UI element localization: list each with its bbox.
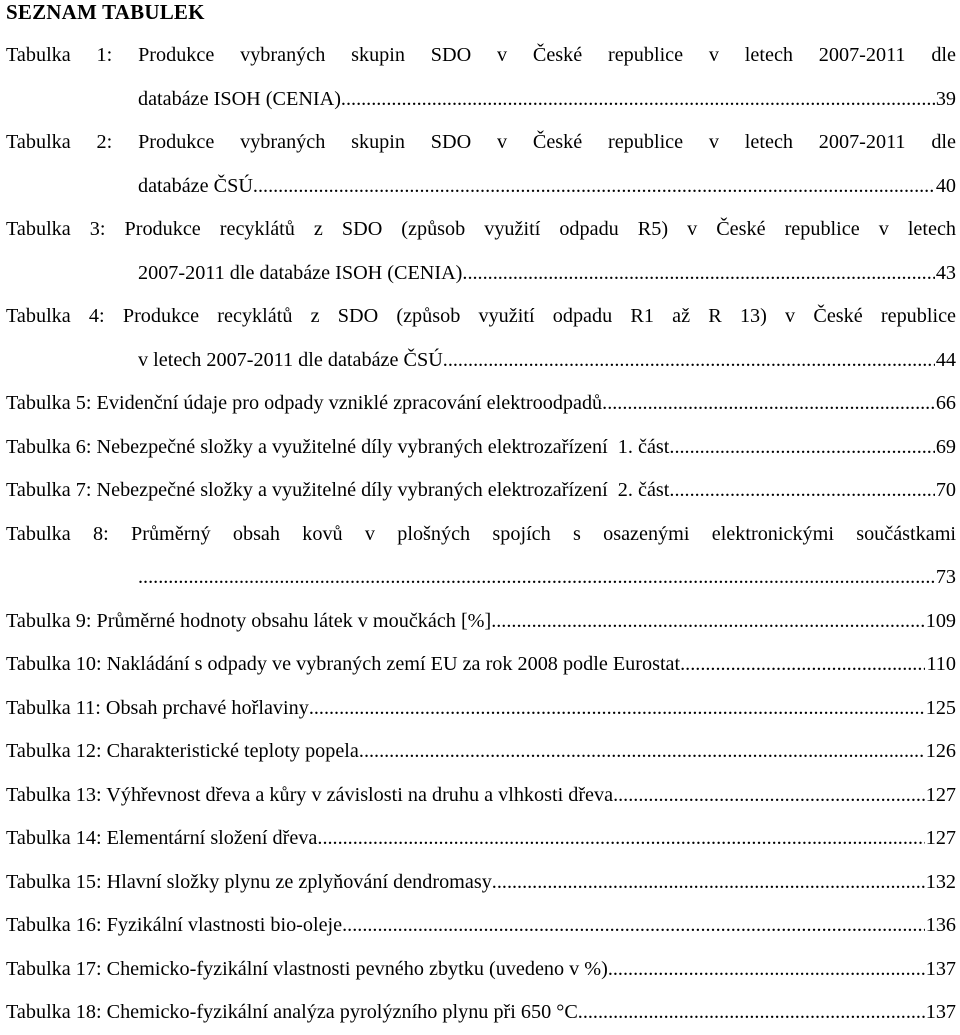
toc-entry-page-number: 70	[935, 479, 956, 501]
toc-entry-title-text: Charakteristické teploty popela	[106, 740, 359, 762]
dot-leader	[669, 469, 934, 513]
toc-entry-title	[6, 426, 669, 470]
toc-entry-page-number: 125	[925, 696, 956, 719]
toc-entry-label: Tabulka 12:	[6, 740, 102, 762]
toc-entry-page-number: 126	[925, 740, 956, 762]
toc-entry-label: Tabulka 16:	[6, 914, 102, 936]
dot-leader	[618, 774, 925, 818]
toc-entry-title-lead: Produkce recyklátů z SDO (způsob využití odpadu R1 až R 13) v České republice	[122, 305, 956, 327]
toc-entry-label: Tabulka 10:	[6, 653, 102, 675]
toc-entry-label: Tabulka 15:	[6, 870, 102, 893]
toc-entry-title-text: Nebezpečné složky a využitelné díly vybraných elektrozařízení 2. část	[96, 479, 670, 501]
toc-entry-continuation	[6, 556, 956, 600]
toc-entry-title	[6, 469, 669, 513]
toc-entry-label: Tabulka 5:	[6, 392, 92, 414]
document-page	[6, 0, 956, 1025]
dot-leader	[341, 78, 935, 122]
toc-entry-title-text: Nebezpečné složky a využitelné díly vybraných elektrozařízení 1. část	[96, 435, 670, 458]
dot-leader	[443, 339, 935, 383]
toc-entry-continuation	[6, 339, 956, 383]
toc-entry-label: Tabulka 4:	[6, 305, 105, 327]
toc-entry-page-number: 40	[935, 174, 956, 197]
toc-entry-line	[6, 730, 956, 774]
toc-entry-page-number: 109	[925, 609, 956, 632]
dot-leader	[342, 904, 925, 948]
toc-entry-page-number: 39	[935, 87, 956, 110]
toc-entry-line	[6, 426, 956, 470]
toc-entry-page-number: 136	[925, 914, 956, 936]
toc-entry-title-rest: databáze ČSÚ	[138, 174, 253, 197]
toc-entry-label: Tabulka 17:	[6, 957, 102, 980]
toc-entry-title-rest: v letech 2007-2011 dle databáze ČSÚ	[138, 348, 443, 371]
dot-leader	[462, 252, 934, 296]
toc-entry-lead-line	[6, 34, 956, 78]
list-of-tables-heading: SEZNAM TABULEK	[6, 0, 205, 24]
toc-entry[interactable]	[6, 469, 956, 513]
toc-entry-title-text: Obsah prchavé hořlaviny	[105, 696, 309, 719]
toc-entry-page-number: 132	[925, 870, 956, 893]
toc-entry-line	[6, 948, 956, 992]
dot-leader	[359, 730, 925, 774]
toc-entry[interactable]	[6, 817, 956, 861]
toc-entry[interactable]	[6, 121, 956, 208]
toc-entry-label: Tabulka 7:	[6, 479, 92, 501]
toc-entry-line	[6, 861, 956, 905]
toc-entry-title	[6, 382, 602, 426]
toc-entry-line	[6, 991, 956, 1035]
toc-entry-line	[6, 687, 956, 731]
toc-entry[interactable]	[6, 730, 956, 774]
toc-entry-line	[6, 643, 956, 687]
toc-entry-title	[6, 948, 608, 992]
toc-entry[interactable]	[6, 426, 956, 470]
toc-entry-lead-line	[6, 208, 956, 252]
toc-entry-page-number: 44	[935, 348, 956, 371]
toc-entry-label: Tabulka 6:	[6, 435, 92, 458]
dot-leader	[491, 600, 925, 644]
toc-entry-title-text: Fyzikální vlastnosti bio-oleje	[106, 914, 343, 936]
toc-entry-page-number: 127	[925, 783, 956, 806]
toc-entry-line	[6, 600, 956, 644]
toc-entry-line	[6, 774, 956, 818]
toc-entry-title	[6, 774, 618, 818]
toc-entry-title-text: Průměrné hodnoty obsahu látek v moučkách [%]	[96, 609, 492, 632]
dot-leader	[578, 991, 925, 1035]
toc-entry-page-number: 137	[925, 1001, 956, 1023]
dot-leader	[317, 817, 924, 861]
toc-entry-label: Tabulka 8:	[6, 522, 109, 545]
table-of-tables-list	[6, 34, 956, 1035]
toc-entry-title-rest: 2007-2011 dle databáze ISOH (CENIA)	[138, 261, 463, 284]
toc-entry-title-text: Hlavní složky plynu ze zplyňování dendromasy	[106, 870, 492, 893]
toc-entry[interactable]	[6, 948, 956, 992]
toc-entry-label: Tabulka 3:	[6, 218, 106, 240]
toc-entry-title-text: Nakládání s odpady ve vybraných zemí EU za rok 2008 podle Eurostat	[106, 653, 681, 675]
toc-entry-title-lead: Produkce vybraných skupin SDO v České republice v letech 2007-2011 dle	[138, 44, 956, 66]
toc-entry-label: Tabulka 18:	[6, 1001, 102, 1023]
toc-entry-title-lead: Průměrný obsah kovů v plošných spojích s osazenými elektronickými součástkami	[131, 522, 956, 545]
toc-entry-title	[6, 687, 309, 731]
toc-entry-page-number: 110	[926, 653, 956, 675]
dot-leader	[602, 382, 935, 426]
dot-leader	[680, 643, 925, 687]
toc-entry[interactable]	[6, 643, 956, 687]
toc-entry-title	[6, 600, 491, 644]
dot-leader	[492, 861, 925, 905]
dot-leader	[669, 426, 934, 470]
toc-entry-page-number: 127	[925, 827, 956, 849]
toc-entry-title	[6, 643, 680, 687]
dot-leader	[608, 948, 925, 992]
toc-entry-title-rest: databáze ISOH (CENIA)	[138, 87, 341, 110]
toc-entry[interactable]	[6, 600, 956, 644]
toc-entry[interactable]	[6, 861, 956, 905]
toc-entry-line	[6, 382, 956, 426]
toc-entry-line	[6, 904, 956, 948]
dot-leader	[309, 687, 925, 731]
toc-entry-page-number: 137	[925, 957, 956, 980]
toc-entry-label: Tabulka 14:	[6, 827, 102, 849]
toc-entry-title	[6, 904, 342, 948]
toc-entry-title	[6, 861, 492, 905]
dot-leader	[138, 556, 935, 600]
toc-entry-title	[6, 817, 317, 861]
toc-entry-title-lead: Produkce recyklátů z SDO (způsob využití odpadu R5) v České republice v letech	[124, 218, 956, 240]
toc-entry-label: Tabulka 11:	[6, 696, 101, 719]
toc-entry-label: Tabulka 13:	[6, 783, 102, 806]
toc-entry[interactable]	[6, 513, 956, 600]
toc-entry-continuation	[6, 252, 956, 296]
toc-entry-line	[6, 817, 956, 861]
toc-entry-title	[6, 730, 359, 774]
toc-entry-label: Tabulka 9:	[6, 609, 92, 632]
toc-entry-label: Tabulka 2:	[6, 131, 113, 153]
toc-entry[interactable]	[6, 382, 956, 426]
toc-entry-page-number: 43	[935, 261, 956, 284]
toc-entry-page-number: 66	[935, 392, 956, 414]
toc-entry[interactable]	[6, 295, 956, 382]
toc-entry-title-lead: Produkce vybraných skupin SDO v České republice v letech 2007-2011 dle	[138, 131, 956, 153]
toc-entry-line	[6, 469, 956, 513]
toc-entry-title	[6, 991, 578, 1035]
toc-entry[interactable]	[6, 774, 956, 818]
toc-entry-lead-line	[6, 295, 956, 339]
toc-entry-lead-line	[6, 121, 956, 165]
toc-entry[interactable]	[6, 991, 956, 1035]
toc-entry[interactable]	[6, 208, 956, 295]
toc-entry[interactable]	[6, 687, 956, 731]
toc-entry-title-text: Chemicko-fyzikální analýza pyrolýzního plynu při 650 °C	[106, 1001, 578, 1023]
toc-entry-title-text: Evidenční údaje pro odpady vzniklé zpracování elektroodpadů	[96, 392, 603, 414]
toc-entry-continuation	[6, 165, 956, 209]
toc-entry[interactable]	[6, 34, 956, 121]
toc-entry-page-number: 73	[935, 566, 956, 588]
toc-entry[interactable]	[6, 904, 956, 948]
toc-entry-title-text: Elementární složení dřeva	[106, 827, 318, 849]
toc-entry-continuation	[6, 78, 956, 122]
toc-entry-title-text: Chemicko-fyzikální vlastnosti pevného zbytku (uvedeno v %)	[106, 957, 608, 980]
toc-entry-lead-line	[6, 513, 956, 557]
toc-entry-label: Tabulka 1:	[6, 44, 113, 66]
toc-entry-page-number: 69	[935, 435, 956, 458]
dot-leader	[253, 165, 935, 209]
toc-entry-title-text: Výhřevnost dřeva a kůry v závislosti na druhu a vlhkosti dřeva.	[106, 783, 619, 806]
